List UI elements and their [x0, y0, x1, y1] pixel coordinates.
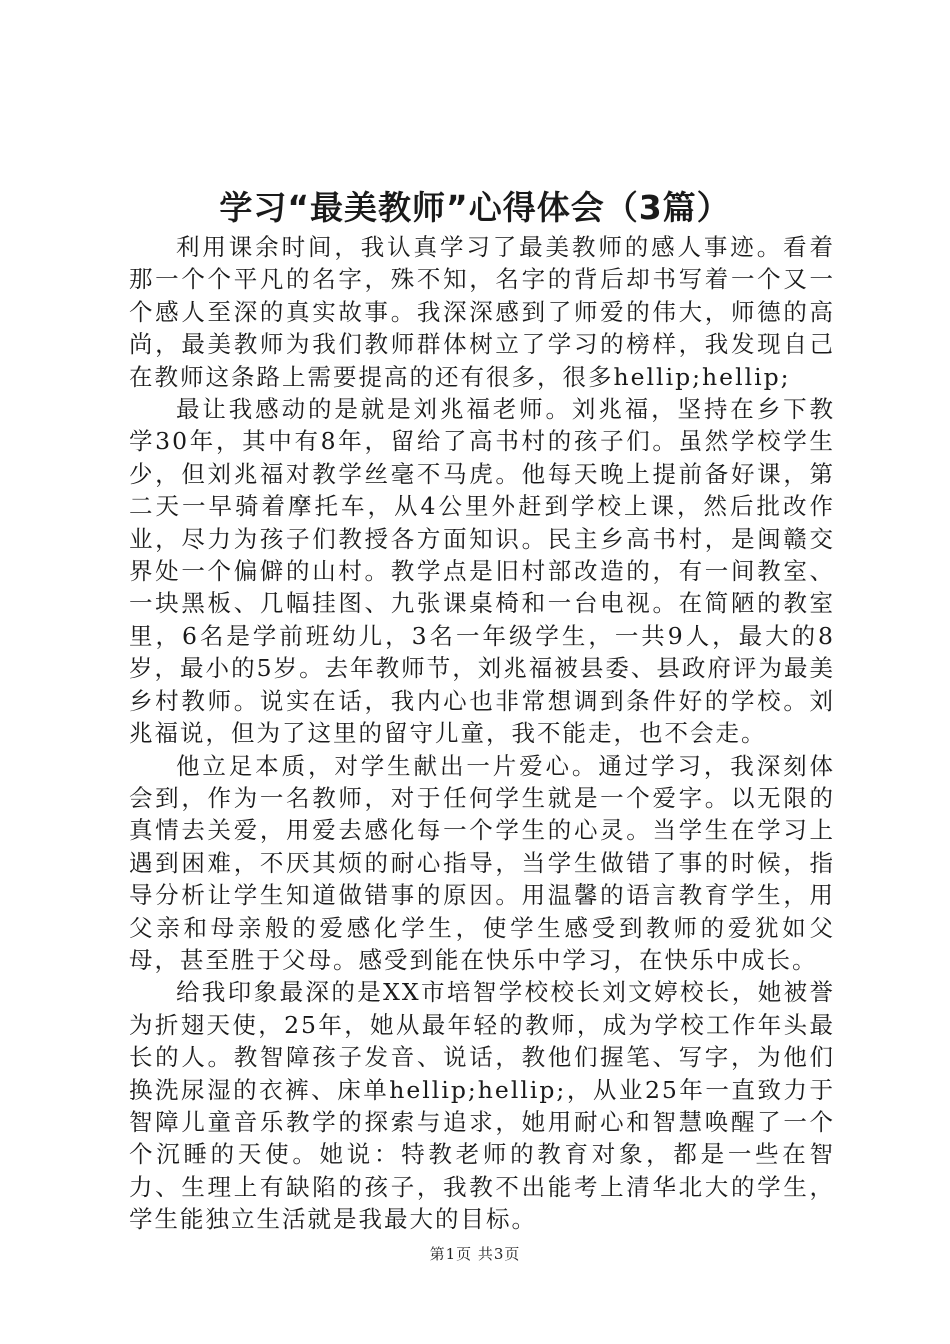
document-body — [129, 231, 835, 1236]
page-number-footer: 第1页 共3页 — [429, 1245, 521, 1263]
paragraph-3: 他立足本质，对学生献出一片爱心。通过学习，我深刻体会到，作为一名教师，对于任何学生就是一个爱字。以无限的真情去关爱，用爱去感化每一个学生的心灵。当学生在学习上遇到困难，不厌其烦的耐心指导，当学生做错了事的时候，指导分析让学生知道做错事的原因。用温馨的语言教育学生，用父亲和母亲般的爱感化学生，使学生感受到教师的爱犹如父母，甚至胜于父母。感受到能在快乐中学习，在快乐中成长。 — [129, 751, 835, 974]
paragraph-2: 最让我感动的是就是刘兆福老师。刘兆福，坚持在乡下教学30年，其中有8年，留给了高书村的孩子们。虽然学校学生少，但刘兆福对教学丝毫不马虎。他每天晚上提前备好课，第二天一早骑着摩托车，从4公里外赶到学校上课，然后批改作业，尽力为孩子们教授各方面知识。民主乡高书村，是闽赣交界处一个偏僻的山村。教学点是旧村部改造的，有一间教室、一块黑板、几幅挂图、九张课桌椅和一台电视。在简陋的教室里，6名是学前班幼儿，3名一年级学生，一共9人，最大的8岁，最小的5岁。去年教师节，刘兆福被县委、县政府评为最美乡村教师。说实在话，我内心也非常想调到条件好的学校。刘兆福说，但为了这里的留守儿童，我不能走，也不会走。 — [129, 395, 835, 748]
paragraph-4: 给我印象最深的是XX市培智学校校长刘文婷校长，她被誉为折翅天使，25年，她从最年轻的教师，成为学校工作年头最长的人。教智障孩子发音、说话，教他们握笔、写字，为他们换洗尿湿的衣裤、床单hellip;hellip;，从业25年一直致力于智障儿童音乐教学的探索与追求，她用耐心和智慧唤醒了一个个沉睡的天使。她说：特教老师的教育对象，都是一些在智力、生理上有缺陷的孩子，我教不出能考上清华北大的学生，学生能独立生活就是我最大的目标。 — [129, 978, 835, 1234]
paragraph-1: 利用课余时间，我认真学习了最美教师的感人事迹。看着那一个个平凡的名字，殊不知，名字的背后却书写着一个又一个感人至深的真实故事。我深深感到了师爱的伟大，师德的高尚，最美教师为我们教师群体树立了学习的榜样，我发现自己在教师这条路上需要提高的还有很多，很多hellip;hellip; — [129, 233, 835, 391]
document-title: 学习“最美教师”心得体会（3篇） — [219, 188, 731, 227]
